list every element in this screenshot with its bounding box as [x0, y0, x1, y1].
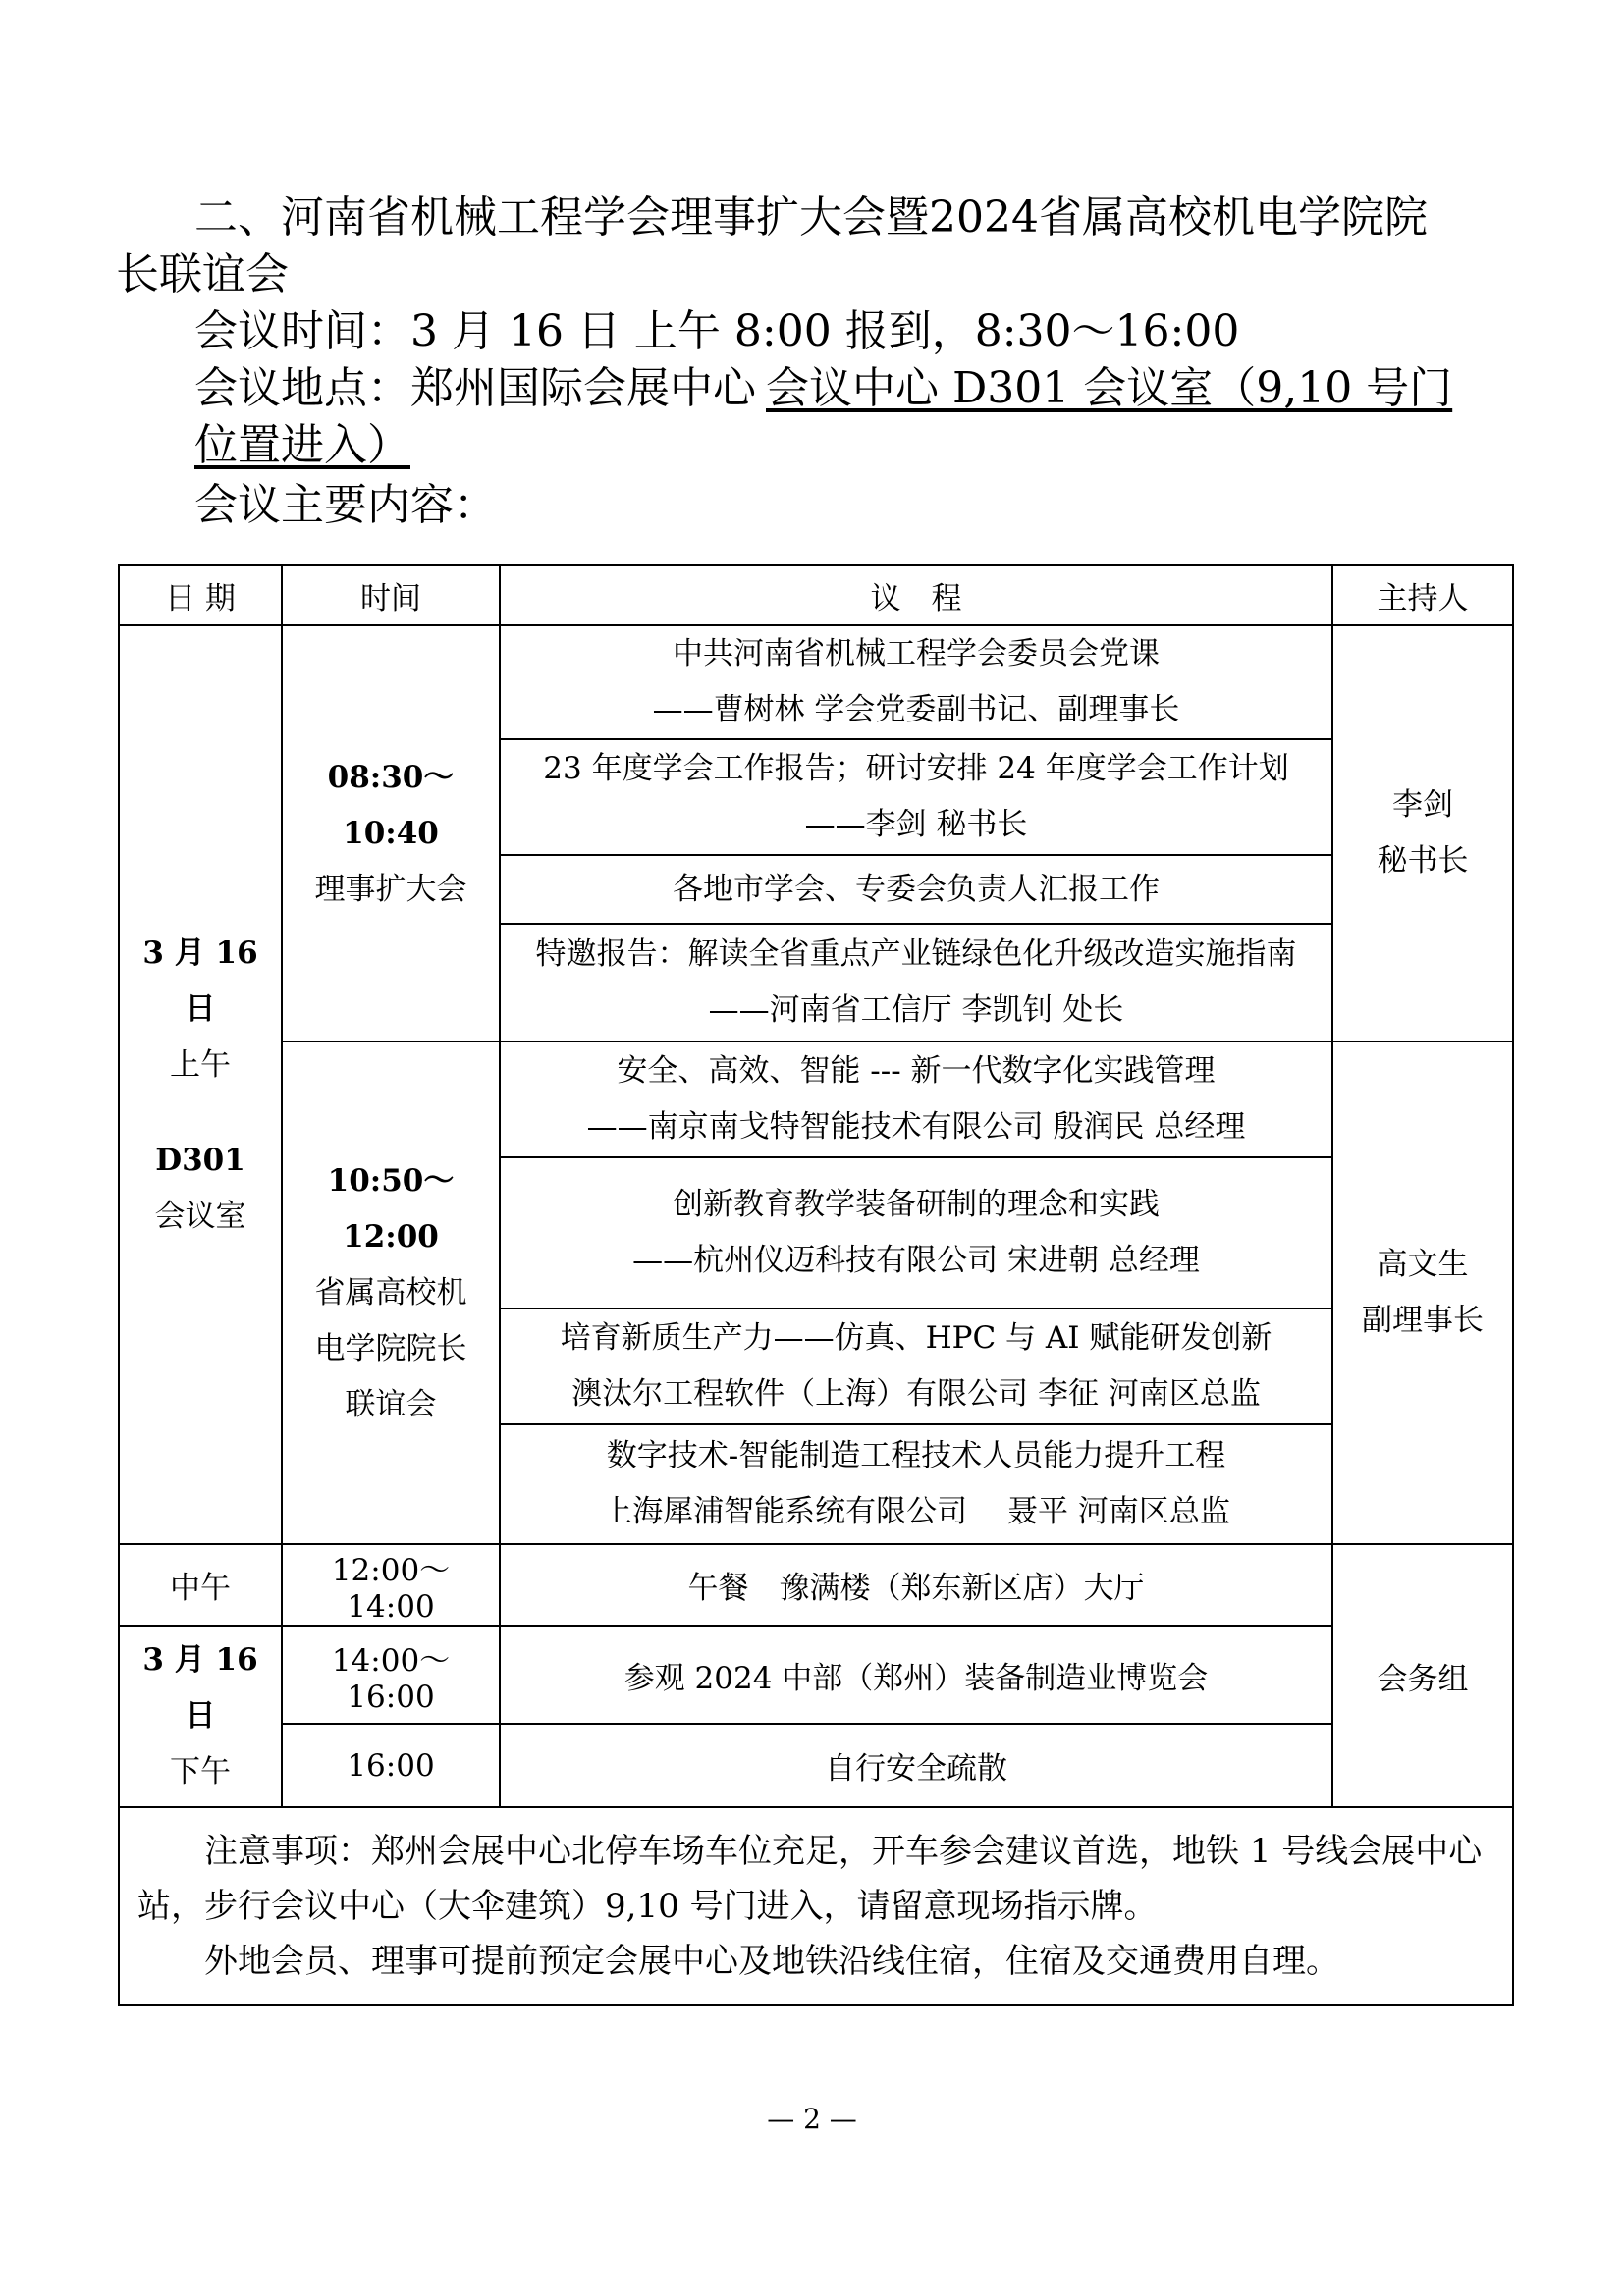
- afternoon-date-cell: [119, 1626, 282, 1807]
- noon-agenda-cell: 午餐 豫满楼（郑东新区店）大厅: [500, 1544, 1332, 1626]
- agenda-title: 创新教育教学装备研制的理念和实践: [673, 1187, 1160, 1222]
- period-line: 下午: [170, 1754, 231, 1789]
- agenda-speaker: 上海犀浦智能系统有限公司 聂平 河南区总监: [602, 1494, 1230, 1529]
- block2-time-cell: [282, 1041, 500, 1544]
- room-label-line: 会议室: [154, 1198, 246, 1234]
- session-name: 理事扩大会: [314, 871, 467, 907]
- agenda-title: 培育新质生产力——仿真、HPC 与 AI 赋能研发创新: [560, 1320, 1272, 1356]
- host-name: 李剑: [1392, 787, 1453, 823]
- header-time: 时间: [282, 565, 500, 625]
- agenda-item: [500, 739, 1332, 855]
- header-agenda: 议 程: [500, 565, 1332, 625]
- table-row: [119, 1626, 1513, 1724]
- afternoon-time-cell: 14:00～16:00: [282, 1626, 500, 1724]
- notes-cell: [119, 1807, 1513, 2005]
- meeting-location-continued: [194, 416, 1451, 475]
- agenda-speaker: ——曹树林 学会党委副书记、副理事长: [652, 692, 1180, 727]
- document-title-continued: [116, 245, 1373, 304]
- table-row: [119, 1041, 1513, 1157]
- meeting-time-label: 会议时间：: [194, 306, 410, 356]
- noon-time-cell: 12:00～14:00: [282, 1544, 500, 1626]
- meeting-time: [194, 302, 1451, 361]
- agenda-table: [118, 564, 1514, 2006]
- session-name-1: 省属高校机: [314, 1274, 467, 1310]
- agenda-speaker: ——李剑 秘书长: [804, 807, 1028, 842]
- agenda-item: [500, 855, 1332, 924]
- agenda-speaker: ——南京南戈特智能技术有限公司 殷润民 总经理: [586, 1109, 1246, 1145]
- meeting-time-value: 3 月 16 日 上午 8:00 报到，8:30～16:00: [410, 306, 1240, 356]
- table-row: [119, 625, 1513, 739]
- session-name-2: 电学院院长: [314, 1330, 467, 1366]
- spacer: [126, 1094, 275, 1133]
- meeting-location-detail-2: 位置进入）: [194, 420, 410, 470]
- table-row: [119, 1544, 1513, 1626]
- date-line: 3 月 16 日: [142, 1642, 258, 1734]
- session-name-3: 联谊会: [345, 1386, 437, 1422]
- meeting-location-place: 郑州国际会展中心: [410, 363, 756, 413]
- agenda-speaker: 澳汰尔工程软件（上海）有限公司 李征 河南区总监: [571, 1376, 1261, 1412]
- afternoon-host-cell: 会务组: [1332, 1544, 1513, 1807]
- title-line-2: 长联谊会: [116, 249, 289, 299]
- agenda-title: 特邀报告：解读全省重点产业链绿色化升级改造实施指南: [535, 936, 1297, 972]
- period-line: 上午: [170, 1046, 231, 1083]
- meeting-location-detail: 会议中心 D301 会议室（9,10 号门: [766, 363, 1453, 413]
- agenda-speaker: ——杭州仪迈科技有限公司 宋进朝 总经理: [632, 1243, 1200, 1278]
- agenda-title: 中共河南省机械工程学会委员会党课: [673, 636, 1160, 671]
- notes-paragraph-2: 外地会员、理事可提前预定会展中心及地铁沿线住宿，住宿及交通费用自理。: [204, 1942, 1339, 1981]
- host-title: 秘书长: [1377, 843, 1469, 879]
- table-header-row: [119, 565, 1513, 625]
- block1-host-cell: [1332, 625, 1513, 1041]
- meeting-location-label: 会议地点：: [194, 363, 410, 413]
- table-row: [119, 1724, 1513, 1807]
- agenda-title: 各地市学会、专委会负责人汇报工作: [673, 871, 1160, 907]
- host-name: 高文生: [1377, 1247, 1469, 1282]
- header-host: 主持人: [1332, 565, 1513, 625]
- date-line: 3 月 16 日: [142, 934, 258, 1027]
- block1-time-cell: [282, 625, 500, 1041]
- agenda-item: [500, 1424, 1332, 1544]
- agenda-item: [500, 1157, 1332, 1308]
- page-number: — 2 —: [767, 2103, 857, 2135]
- agenda-title: 23 年度学会工作报告；研讨安排 24 年度学会工作计划: [543, 751, 1289, 786]
- agenda-speaker: ——河南省工信厅 李凯钊 处长: [708, 992, 1124, 1028]
- noon-date-cell: 中午: [119, 1544, 282, 1626]
- agenda-item: [500, 625, 1332, 739]
- afternoon-agenda-cell: 参观 2024 中部（郑州）装备制造业博览会: [500, 1626, 1332, 1724]
- header-date: 日 期: [119, 565, 282, 625]
- meeting-location: [194, 359, 1451, 418]
- agenda-title: 数字技术-智能制造工程技术人员能力提升工程: [606, 1438, 1226, 1473]
- afternoon-agenda-cell: 自行安全疏散: [500, 1724, 1332, 1807]
- agenda-item: [500, 1041, 1332, 1157]
- room-line: D301: [155, 1142, 245, 1178]
- agenda-title: 安全、高效、智能 --- 新一代数字化实践管理: [617, 1053, 1216, 1089]
- agenda-item: [500, 924, 1332, 1041]
- block2-host-cell: [1332, 1041, 1513, 1544]
- time-range: 10:50～12:00: [327, 1162, 455, 1255]
- notes-row: [119, 1807, 1513, 2005]
- meeting-content-label: [194, 476, 1451, 535]
- title-line-1: 二、河南省机械工程学会理事扩大会暨2024省属高校机电学院院: [194, 192, 1428, 242]
- time-range: 08:30～10:40: [327, 759, 455, 851]
- document-title: [194, 188, 1451, 247]
- agenda-item: [500, 1308, 1332, 1424]
- notes-paragraph-1: 注意事项：郑州会展中心北停车场车位充足，开车参会建议首选，地铁 1 号线会展中心站，步行会议中心（大伞建筑）9,10 号门进入，请留意现场指示牌。: [137, 1832, 1483, 1926]
- afternoon-time-cell: 16:00: [282, 1724, 500, 1807]
- host-title: 副理事长: [1362, 1303, 1484, 1338]
- content-label: 会议主要内容：: [194, 480, 497, 530]
- morning-date-cell: [119, 625, 282, 1544]
